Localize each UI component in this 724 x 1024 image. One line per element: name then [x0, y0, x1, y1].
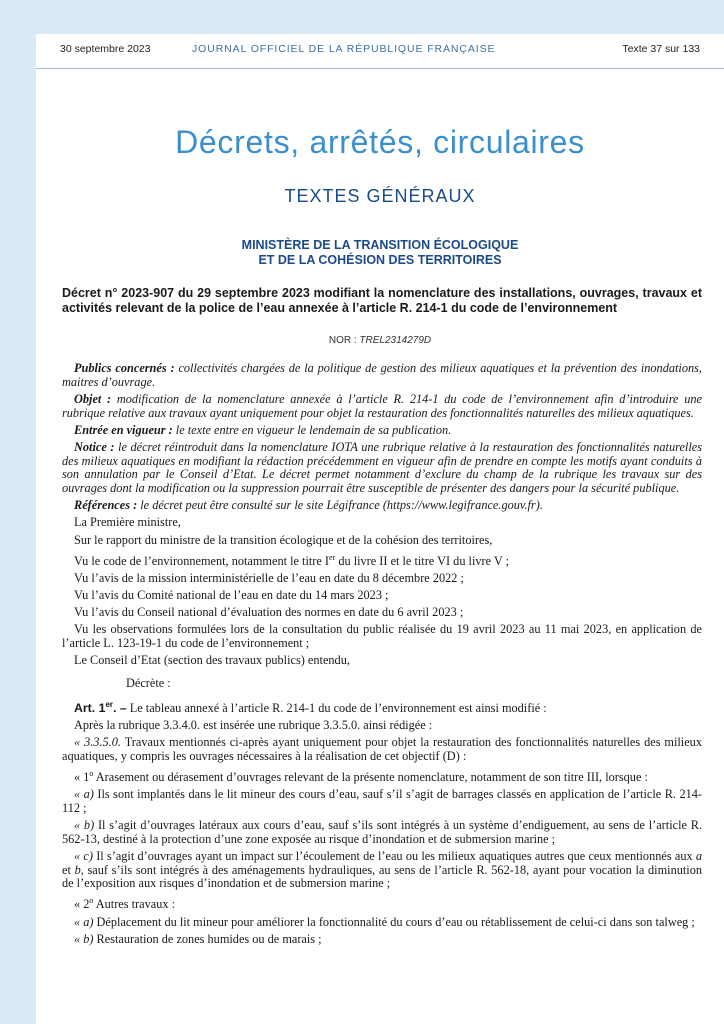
text-number: Texte 37 sur 133: [622, 43, 700, 55]
preamble-minister: La Première ministre,: [74, 515, 181, 530]
article-1-insertion: Après la rubrique 3.3.4.0. est insérée une rubrique 3.3.5.0. ainsi rédigée :: [74, 717, 433, 732]
journal-title: JOURNAL OFFICIEL DE LA RÉPUBLIQUE FRANÇAISE: [192, 43, 496, 55]
nor-code: TREL2314279D: [359, 335, 432, 346]
preamble-vu-comite: Vu l’avis du Comité national de l’eau en date du 14 mars 2023 ;: [74, 587, 389, 602]
ministry-line-1: MINISTÈRE DE LA TRANSITION ÉCOLOGIQUE: [241, 238, 519, 252]
article-1: Art. 1er. – Le tableau annexé à l’article R. 214-1 du code de l’environnement est ainsi modifié :: [74, 699, 547, 715]
item-1c: « c) Il s’agit d’ouvrages ayant un impact sur l’écoulement de l’eau ou les milieux aquatiques autres que ceux mentionnés aux a et b, sauf s’ils sont intégrés à des aménagements hydrauliques, au sens de l’article R. 562-18, ayant pour vocation la diminution de l’exposition aux risques d’inondation et de submersion marine ;: [62, 848, 703, 891]
item-1: « 1$^o$ Arasement ou dérasement d’ouvrages relevant de la présente nomenclature, notamment de son titre III, lorsque :: [74, 768, 648, 784]
item-2a: « a) Déplacement du lit mineur pour améliorer la fonctionnalité du cours d’eau ou rétablissement de celui-ci dans son talweg ;: [74, 914, 695, 929]
rubric-3350: « 3.3.5.0. Travaux mentionnés ci-après ayant uniquement pour objet la restauration des fonctionnalités naturelles des milieux aquatiques, y compris les ouvrages nécessaires à la réalisation de cet objectif (D) :: [62, 734, 702, 763]
summary-references: Références : le décret peut être consulté sur le site Légifrance (https://www.legifrance.gouv.fr).: [74, 498, 543, 513]
preamble-vu-code: Vu le code de l’environnement, notamment le titre Ier du livre II et le titre VI du livre V ;: [74, 552, 510, 568]
section-title: Décrets, arrêtés, circulaires: [175, 124, 585, 160]
page-header: [36, 34, 724, 69]
nor-reference: [36, 335, 724, 346]
summary-entree: Entrée en vigueur : le texte entre en vigueur le lendemain de sa publication.: [74, 422, 452, 437]
document-page: [36, 34, 724, 1024]
preamble-vu-conseil: Vu l’avis du Conseil national d’évaluation des normes en date du 6 avril 2023 ;: [74, 605, 464, 620]
preamble-report: Sur le rapport du ministre de la transition écologique et de la cohésion des territoires,: [74, 532, 493, 547]
decree-title: Décret n° 2023-907 du 29 septembre 2023 modifiant la nomenclature des installations, ouvrages, travaux et activités relevant de la police de l’eau annexée à l’article R. 214-1 du code de l’environnement: [62, 286, 702, 315]
item-1b: « b) Il s’agit d’ouvrages latéraux aux cours d’eau, sauf s’ils sont intégrés à un système d’endiguement, au sens de l’article R. 562-13, destiné à la protection d’une zone exposée au risque d’inondation et de submersion marine ;: [62, 817, 702, 846]
summary-publics: Publics concernés : collectivités chargées de la politique de gestion des milieux aquatiques et la prévention des inondations, maitres d’ouvrage.: [62, 361, 702, 389]
preamble-vu-consultation: Vu les observations formulées lors de la consultation du public réalisée du 19 avril 2023 au 11 mai 2023, en application de l’article L. 123-19-1 du code de l’environnement ;: [62, 622, 702, 650]
article-1-label: Art. 1er. –: [74, 699, 127, 715]
decrete: Décrète :: [126, 675, 171, 690]
ministry-line-2: ET DE LA COHÉSION DES TERRITOIRES: [258, 253, 502, 267]
publication-date: 30 septembre 2023: [60, 43, 151, 55]
summary-notice: Notice : le décret réintroduit dans la nomenclature IOTA une rubrique relative à la restauration des fonctionnalités naturelles des milieux aquatiques en modifiant la rédaction précédemment en vigueur afin de prendre en compte les motifs ayant conduits à son annulation par le Conseil d’Etat. Le décret permet notamment d’exclure du champ de la rubrique les travaux sur des ouvrages dont la modification ou la suppression pourrait être susceptible de présenter des dangers pour la sécurité publique.: [62, 439, 702, 496]
nor-label: NOR :: [328, 335, 357, 346]
item-1a: « a) Ils sont implantés dans le lit mineur des cours d’eau, sauf s’il s’agit de barrages classés en application de l’article R. 214-112 ;: [62, 786, 702, 815]
ministry-heading: [36, 238, 724, 268]
summary-objet: Objet : modification de la nomenclature annexée à l’article R. 214-1 du code de l’environnement afin d’introduire une rubrique relative aux travaux ayant uniquement pour objet la restauration des fonctionnalités naturelles des milieux aquatiques.: [62, 391, 702, 420]
decree-body: [62, 362, 702, 950]
preamble-vu-mission: Vu l’avis de la mission interministérielle de l’eau en date du 8 décembre 2022 ;: [74, 570, 464, 585]
subsection-title: TEXTES GÉNÉRAUX: [284, 186, 476, 206]
item-2b: « b) Restauration de zones humides ou de marais ;: [74, 931, 322, 946]
item-2: « 2$^o$ Autres travaux :: [74, 896, 175, 912]
preamble-conseil-etat: Le Conseil d’Etat (section des travaux publics) entendu,: [74, 653, 350, 667]
